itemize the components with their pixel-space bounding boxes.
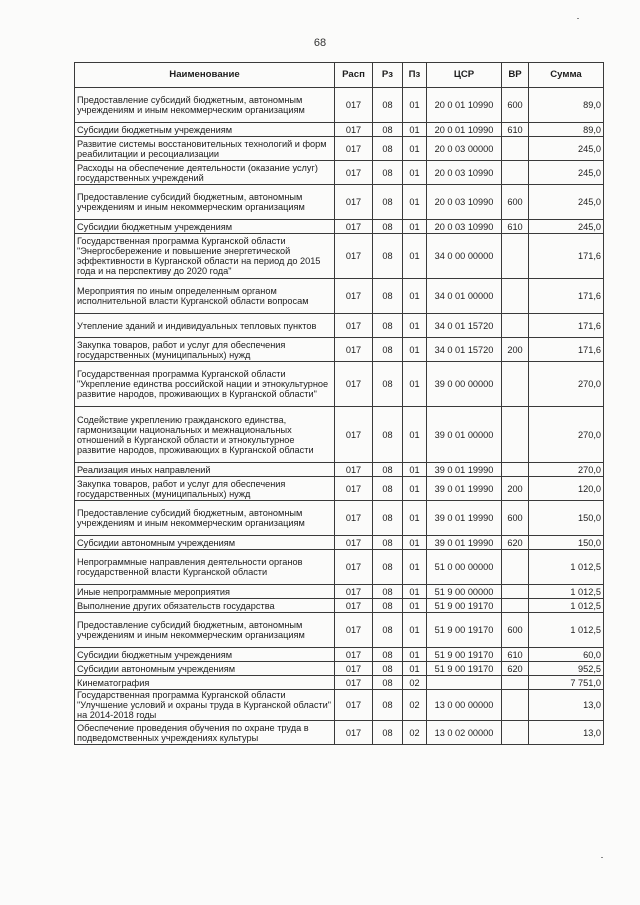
row-csr: 39 0 01 19990 [427,463,502,477]
table-row [75,362,604,407]
row-name: Непрограммные направления деятельности органов государственной власти Курганской области [75,550,335,585]
row-rasp: 017 [335,338,373,362]
row-name: Субсидии автономным учреждениям [75,536,335,550]
row-name: Закупка товаров, работ и услуг для обеспечения государственных (муниципальных) нужд [75,477,335,501]
row-pz: 02 [403,721,427,745]
row-rz: 08 [373,161,403,185]
row-name: Реализация иных направлений [75,463,335,477]
row-rasp: 017 [335,676,373,690]
row-pz: 01 [403,362,427,407]
row-sum: 13,0 [529,690,604,721]
row-sum: 171,6 [529,338,604,362]
row-csr: 51 9 00 19170 [427,662,502,676]
row-name: Обеспечение проведения обучения по охране труда в подведомственных учреждениях культуры [75,721,335,745]
row-rz: 08 [373,88,403,123]
row-rasp: 017 [335,463,373,477]
row-csr: 51 9 00 19170 [427,599,502,613]
row-vr: 610 [502,220,529,234]
row-csr: 34 0 01 15720 [427,314,502,338]
row-sum: 150,0 [529,501,604,536]
row-csr: 20 0 01 10990 [427,88,502,123]
row-csr [427,676,502,690]
row-sum: 270,0 [529,362,604,407]
row-sum: 171,6 [529,234,604,279]
row-name: Выполнение других обязательств государства [75,599,335,613]
row-vr [502,550,529,585]
row-rz: 08 [373,137,403,161]
row-csr: 13 0 00 00000 [427,690,502,721]
row-pz: 01 [403,648,427,662]
table-row [75,477,604,501]
row-rasp: 017 [335,314,373,338]
row-rasp: 017 [335,648,373,662]
header-pz: Пз [403,63,427,88]
row-name: Субсидии бюджетным учреждениям [75,220,335,234]
row-rasp: 017 [335,721,373,745]
table-row [75,676,604,690]
row-rasp: 017 [335,88,373,123]
row-sum: 270,0 [529,463,604,477]
row-rasp: 017 [335,234,373,279]
row-vr: 620 [502,662,529,676]
table-body [75,88,604,745]
row-csr: 13 0 02 00000 [427,721,502,745]
table-row [75,338,604,362]
table-row [75,279,604,314]
row-sum: 1 012,5 [529,613,604,648]
table-row [75,690,604,721]
row-name: Государственная программа Курганской области "Укрепление единства российской нации и этнокультурное развитие народов, проживающих в Курганской области" [75,362,335,407]
row-name: Субсидии бюджетным учреждениям [75,648,335,662]
row-rasp: 017 [335,690,373,721]
table-row [75,407,604,463]
row-vr [502,314,529,338]
row-sum: 270,0 [529,407,604,463]
row-vr [502,362,529,407]
table-row [75,88,604,123]
row-pz: 01 [403,338,427,362]
row-vr: 610 [502,648,529,662]
row-vr: 600 [502,501,529,536]
table-row [75,314,604,338]
row-name: Утепление зданий и индивидуальных тепловых пунктов [75,314,335,338]
row-name: Предоставление субсидий бюджетным, автономным учреждениям и иным некоммерческим организациям [75,88,335,123]
row-rz: 08 [373,477,403,501]
row-rz: 08 [373,362,403,407]
row-csr: 39 0 01 00000 [427,407,502,463]
row-vr [502,279,529,314]
row-pz: 01 [403,234,427,279]
row-vr: 200 [502,477,529,501]
row-csr: 39 0 00 00000 [427,362,502,407]
row-pz: 01 [403,536,427,550]
row-sum: 245,0 [529,185,604,220]
table-row [75,662,604,676]
row-rz: 08 [373,407,403,463]
table-row [75,161,604,185]
row-sum: 171,6 [529,314,604,338]
row-rasp: 017 [335,123,373,137]
table-row [75,585,604,599]
row-pz: 01 [403,550,427,585]
scan-speck [601,857,603,858]
table-row [75,648,604,662]
header-vr: ВР [502,63,529,88]
row-sum: 60,0 [529,648,604,662]
row-rasp: 017 [335,362,373,407]
row-sum: 7 751,0 [529,676,604,690]
header-csr: ЦСР [427,63,502,88]
row-pz: 01 [403,279,427,314]
row-csr: 39 0 01 19990 [427,536,502,550]
budget-table [74,62,604,745]
row-sum: 245,0 [529,137,604,161]
row-vr [502,137,529,161]
row-name: Кинематография [75,676,335,690]
row-name: Закупка товаров, работ и услуг для обеспечения государственных (муниципальных) нужд [75,338,335,362]
row-rz: 08 [373,234,403,279]
row-name: Мероприятия по иным определенным органом исполнительной власти Курганской области вопросам [75,279,335,314]
row-csr: 20 0 03 00000 [427,137,502,161]
header-name: Наименование [75,63,335,88]
row-rz: 08 [373,721,403,745]
row-sum: 1 012,5 [529,585,604,599]
row-vr [502,585,529,599]
row-pz: 01 [403,599,427,613]
row-rz: 08 [373,550,403,585]
scan-speck [577,18,579,19]
table-row [75,185,604,220]
row-rz: 08 [373,220,403,234]
row-pz: 02 [403,690,427,721]
row-rasp: 017 [335,220,373,234]
table-header-row [75,63,604,88]
row-rz: 08 [373,648,403,662]
row-name: Государственная программа Курганской области "Энергосбережение и повышение энергетической эффективности в Курганской области на период до 2015 года и на перспективу до 2020 года" [75,234,335,279]
table-row [75,501,604,536]
row-name: Государственная программа Курганской области "Улучшение условий и охраны труда в Курганской области" на 2014-2018 годы [75,690,335,721]
row-sum: 1 012,5 [529,550,604,585]
row-vr: 600 [502,185,529,220]
header-rz: Рз [373,63,403,88]
row-vr [502,234,529,279]
row-rz: 08 [373,123,403,137]
row-rz: 08 [373,501,403,536]
row-vr [502,721,529,745]
row-csr: 34 0 01 00000 [427,279,502,314]
row-rz: 08 [373,338,403,362]
row-rasp: 017 [335,550,373,585]
row-sum: 150,0 [529,536,604,550]
row-pz: 01 [403,585,427,599]
row-pz: 01 [403,613,427,648]
row-rasp: 017 [335,407,373,463]
row-pz: 01 [403,477,427,501]
row-rasp: 017 [335,185,373,220]
row-rz: 08 [373,463,403,477]
page-number: 68 [313,37,327,49]
table-row [75,550,604,585]
row-pz: 01 [403,220,427,234]
row-pz: 01 [403,137,427,161]
row-name: Субсидии бюджетным учреждениям [75,123,335,137]
row-rasp: 017 [335,501,373,536]
row-rasp: 017 [335,599,373,613]
row-name: Иные непрограммные мероприятия [75,585,335,599]
row-rasp: 017 [335,585,373,599]
row-rasp: 017 [335,477,373,501]
table-row [75,721,604,745]
row-sum: 245,0 [529,220,604,234]
row-rz: 08 [373,314,403,338]
row-pz: 01 [403,123,427,137]
header-summa: Сумма [529,63,604,88]
row-pz: 01 [403,501,427,536]
row-vr [502,407,529,463]
row-vr: 620 [502,536,529,550]
row-rz: 08 [373,690,403,721]
row-rz: 08 [373,613,403,648]
header-rasp: Расп [335,63,373,88]
row-csr: 51 9 00 19170 [427,648,502,662]
table-row [75,599,604,613]
row-name: Расходы на обеспечение деятельности (оказание услуг) государственных учреждений [75,161,335,185]
table-row [75,536,604,550]
row-sum: 952,5 [529,662,604,676]
row-csr: 20 0 03 10990 [427,220,502,234]
row-name: Предоставление субсидий бюджетным, автономным учреждениям и иным некоммерческим организациям [75,613,335,648]
row-rz: 08 [373,599,403,613]
row-rasp: 017 [335,279,373,314]
row-rz: 08 [373,676,403,690]
row-pz: 01 [403,88,427,123]
row-rz: 08 [373,185,403,220]
row-csr: 34 0 01 15720 [427,338,502,362]
row-rasp: 017 [335,662,373,676]
row-rasp: 017 [335,613,373,648]
row-vr: 610 [502,123,529,137]
row-vr [502,463,529,477]
row-csr: 51 9 00 19170 [427,613,502,648]
row-rz: 08 [373,662,403,676]
row-name: Предоставление субсидий бюджетным, автономным учреждениям и иным некоммерческим организациям [75,501,335,536]
row-sum: 1 012,5 [529,599,604,613]
row-csr: 51 9 00 00000 [427,585,502,599]
row-rasp: 017 [335,161,373,185]
row-sum: 171,6 [529,279,604,314]
row-csr: 39 0 01 19990 [427,501,502,536]
row-csr: 39 0 01 19990 [427,477,502,501]
row-sum: 120,0 [529,477,604,501]
row-rz: 08 [373,279,403,314]
row-name: Содействие укреплению гражданского единства, гармонизации национальных и межнациональных отношений в Курганской области и этнокультурное развитие народов, проживающих в Курганской области [75,407,335,463]
row-csr: 34 0 00 00000 [427,234,502,279]
row-csr: 51 0 00 00000 [427,550,502,585]
row-csr: 20 0 03 10990 [427,161,502,185]
table-row [75,123,604,137]
row-vr [502,690,529,721]
row-rz: 08 [373,536,403,550]
table-row [75,137,604,161]
row-csr: 20 0 01 10990 [427,123,502,137]
row-pz: 02 [403,676,427,690]
row-name: Предоставление субсидий бюджетным, автономным учреждениям и иным некоммерческим организациям [75,185,335,220]
row-rz: 08 [373,585,403,599]
row-rasp: 017 [335,536,373,550]
row-rasp: 017 [335,137,373,161]
row-vr [502,599,529,613]
row-vr: 200 [502,338,529,362]
row-vr: 600 [502,88,529,123]
row-pz: 01 [403,185,427,220]
row-pz: 01 [403,407,427,463]
row-name: Развитие системы восстановительных технологий и форм реабилитации и ресоциализации [75,137,335,161]
row-vr: 600 [502,613,529,648]
row-pz: 01 [403,161,427,185]
row-sum: 89,0 [529,88,604,123]
row-sum: 13,0 [529,721,604,745]
row-pz: 01 [403,314,427,338]
table-row [75,234,604,279]
row-sum: 245,0 [529,161,604,185]
table-row [75,463,604,477]
table-row [75,613,604,648]
row-vr [502,161,529,185]
row-name: Субсидии автономным учреждениям [75,662,335,676]
table-row [75,220,604,234]
row-sum: 89,0 [529,123,604,137]
row-csr: 20 0 03 10990 [427,185,502,220]
row-pz: 01 [403,662,427,676]
row-vr [502,676,529,690]
row-pz: 01 [403,463,427,477]
